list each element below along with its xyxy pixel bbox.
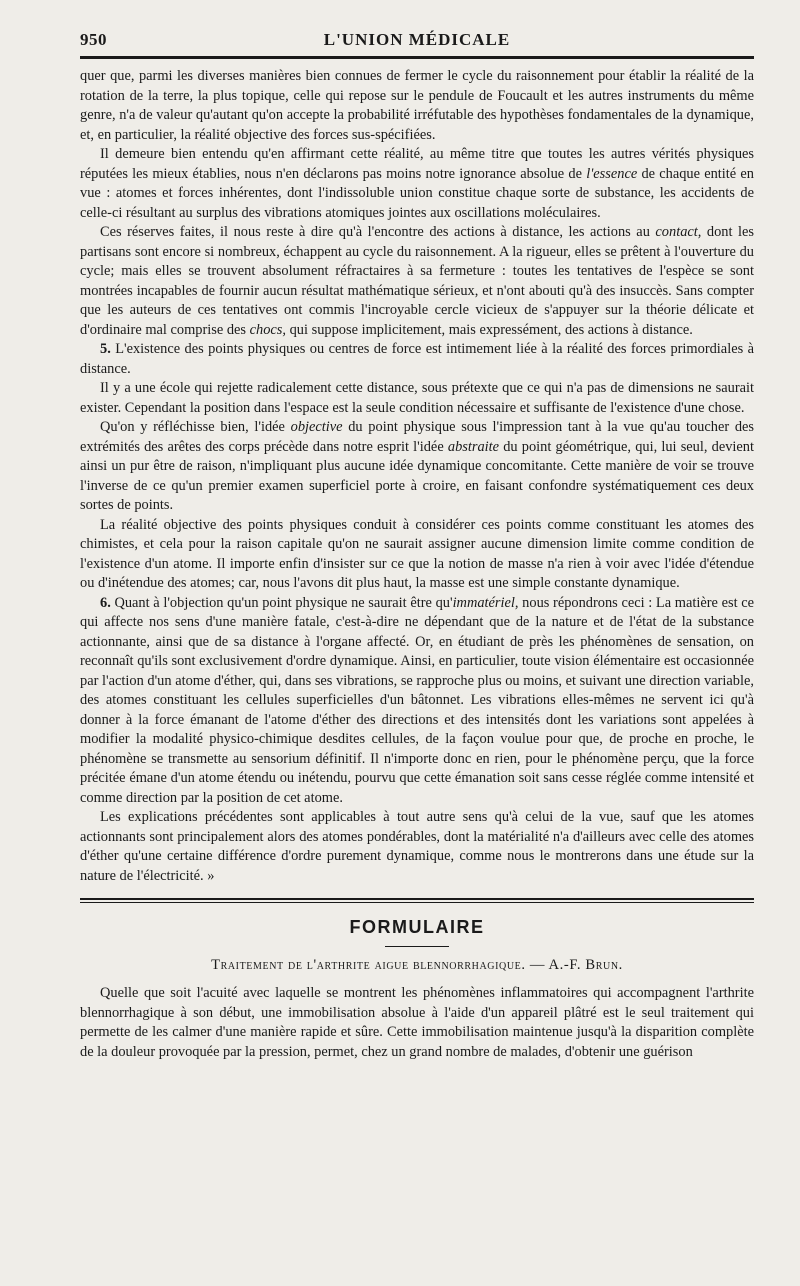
header-rule (80, 56, 754, 59)
text-run: Quant à l'objection qu'un point physique ne saurait être qu' (110, 594, 453, 611)
italic-run: immatériel, (452, 594, 519, 611)
section-divider (80, 898, 754, 903)
formulaire-body (80, 984, 754, 1062)
formulaire-paragraph: Quelle que soit l'acuité avec laquelle se montrent les phénomènes inflammatoires qui accompagnent l'arthrite blennorrhagique à son début, une immobilisation absolue à l'aide d'un appareil plâtré est le seul traitement qui permette de les calmer d'une manière rapide et sûre. Cette immobilisation maintenue jusqu'à la disparition complète de la douleur provoquée par la pression, permet, chez un grand nombre de malades, d'obtenir une guérison (80, 985, 754, 1060)
text-run: Les explications précédentes sont applicables à tout autre sens qu'à celui de la vue, sauf que les atomes actionnants sont principalement alors des atomes pondérables, dont la matérialité n'a d'ailleurs avec celle des atomes d'éther qu'une certaine différence d'ordre purement dynamique, comme nous le montrerons dans une étude sur la nature de l'électricité. » (80, 809, 754, 884)
body-paragraph (80, 340, 754, 379)
text-run: de chaque entité en vue : atomes et forces inhérentes, dont l'indissoluble union constitue chaque sorte de substance, les accidents de celle-ci résultant au surplus des vibrations atomiques jointes aux oscillations moléculaires. (80, 165, 754, 221)
body-paragraph (80, 418, 754, 516)
subsection-title: Traitement de l'arthrite aigue blennorrhagique. (211, 957, 526, 973)
body-paragraph (80, 223, 754, 340)
article-body (80, 67, 754, 886)
section-heading: FORMULAIRE (349, 917, 485, 937)
body-paragraph (80, 516, 754, 594)
heading-rule (385, 946, 449, 947)
bold-run: 5. (100, 341, 111, 357)
body-paragraph (80, 379, 754, 418)
italic-run: contact, (655, 224, 702, 240)
text-run: Qu'on y réfléchisse bien, l'idée (100, 419, 291, 435)
text-run: Ces réserves faites, il nous reste à dire qu'à l'encontre des actions à distance, les actions au (100, 224, 656, 240)
text-run: dont les partisans sont encore si nombreux, échappent au cycle du raisonnement. A la rigueur, elles se prêtent à l'ouverture du cycle; mais elles se trouvent absolument réfractaires à sa fermeture : toutes les tentatives de l'espèce se sont montrées incapables de fournir aucun résultat mathématique sérieux, et n'ont abouti qu'à des insuccès. Sans compter que les auteurs de ces tentatives ont commis l'incroyable cercle vicieux de s'appuyer sur la théorie délicate et d'ordinaire mal comprise des (80, 224, 755, 338)
text-run: du point géométrique, qui, lui seul, devient ainsi un pur être de raison, n'impliquant plus aucune idée dynamique concomitante. Cette manière de voir se trouve l'inverse de ce qu'un premier examen superficiel porte à croire, en faisant confondre systématiquement ces deux sortes de points. (80, 438, 754, 513)
running-header (80, 22, 754, 54)
text-run: Il y a une école qui rejette radicalement cette distance, sous prétexte que ce qui n'a pas de dimensions ne saurait exister. Cependant la position dans l'espace est la seule condition nécessaire et suffisante de l'existence d'une chose. (80, 380, 754, 416)
italic-run: objective (290, 419, 343, 435)
text-run: La réalité objective des points physiques conduit à considérer ces points comme constituant les atomes des chimistes, et cela pour la raison capitale qu'on ne saurait assigner aucune dimension limite comme condition de l'existence d'un atome. Il importe enfin d'insister sur ce que la notion de masse n'a rien à voir avec l'idée d'étendue ou d'inétendue des atomes; car, nous l'avons dit plus haut, la masse est une simple constante dynamique. (80, 516, 754, 591)
italic-run: l'essence (586, 165, 638, 182)
text-run: L'existence des points physiques ou centres de force est intimement liée à la réalité des forces primordiales à distance. (80, 341, 754, 377)
body-paragraph (80, 594, 754, 809)
text-run: Il demeure bien entendu qu'en affirmant cette réalité, au même titre que toutes les autres vérités physiques réputées les mieux établies, nous n'en déclarons pas moins notre ignorance absolue de (80, 146, 754, 182)
text-run: qui suppose implicitement, mais expressément, des actions à distance. (286, 321, 693, 338)
bold-run: 6. (100, 594, 111, 611)
italic-run: abstraite (447, 438, 500, 455)
text-run: du point physique sous l'impression tant à la vue qu'au toucher des extrémités des arêtes des corps précède dans notre esprit l'idée (80, 419, 754, 455)
body-paragraph (80, 145, 754, 223)
text-run: quer que, parmi les diverses manières bien connues de fermer le cycle du raisonnement pour établir la réalité de la rotation de la terre, la plus topique, celle qui repose sur le pendule de Foucault et les autres instruments du même genre, n'a de valeur qu'autant qu'on accepte la probabilité irréfutable des hypothèses fondamentales de la dynamique, et, en particulier, la réalité objective des forces sus-spécifiées. (80, 68, 754, 143)
page-number: 950 (80, 30, 107, 49)
journal-title: L'UNION MÉDICALE (323, 30, 511, 49)
text-run: nous répondrons ceci : La matière est ce qui affecte nos sens d'une manière fatale, c'est-à-dire ne dépendant que de la nature et de l'état de la substance actionnante, ainsi que de sa distance à l'organe affecté. Or, en étudiant de près les phénomènes de sensation, on reconnaît qu'ils sont exclusivement d'ordre dynamique. Ainsi, en particulier, toute vision élémentaire est occasionnée par l'action d'un atome d'éther, qui, dans ses vibrations, se rapproche plus ou moins, et suivant une direction variable, des atomes constituant les cellules superficielles d'un bâtonnet. Les vibrations elles-mêmes ne servent ici qu'à donner à la force émanant de l'atome d'éther des directions et des intensités dont les variations sont appelées à modifier la modalité physico-chimique desdites cellules, de la façon voulue pour que, de proche en proche, le phénomène se transmette au sensorium définitif. Il n'importe donc en rien, pour le phénomène perçu, que la force précitée émane d'un atome étendu ou inétendu, pourvu que cette émanation soit sans cesse réglée comme intensité et comme direction par la position de cet atome. (80, 594, 755, 806)
italic-run: chocs, (249, 321, 287, 338)
body-paragraph (80, 67, 754, 145)
subsection-heading (80, 957, 754, 974)
body-paragraph (80, 808, 754, 886)
subsection-author: — A.-F. Brun. (525, 957, 623, 973)
